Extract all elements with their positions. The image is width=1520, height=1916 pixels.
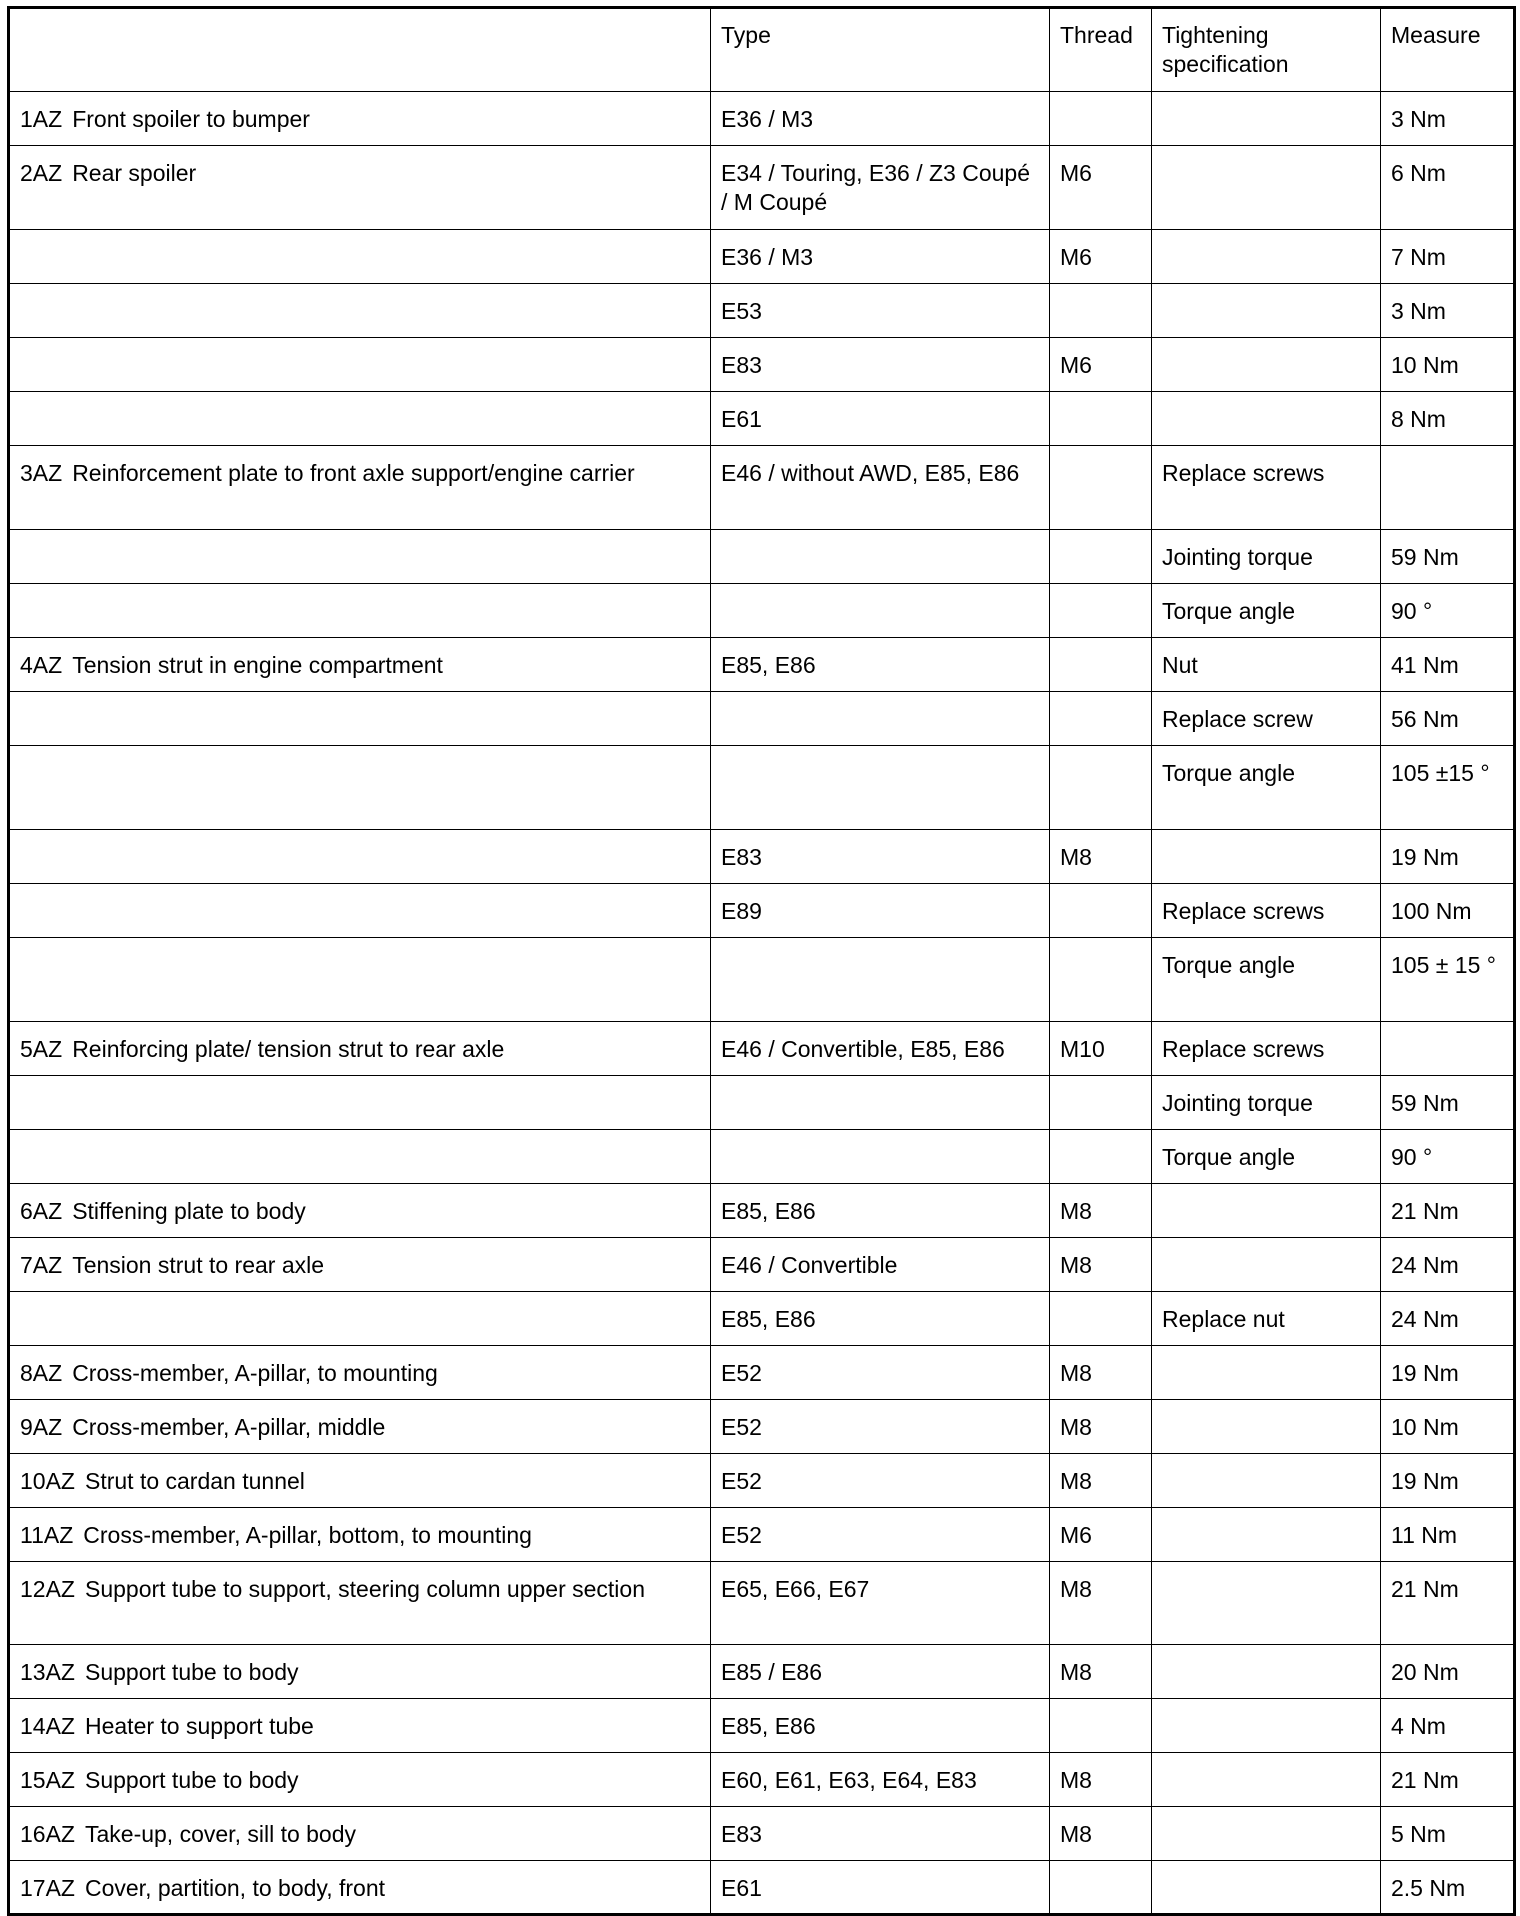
- component-cell: [9, 530, 711, 584]
- component-cell: [9, 1753, 711, 1807]
- component-description: Support tube to body: [84, 1767, 299, 1793]
- measure-cell: 19 Nm: [1381, 830, 1515, 884]
- component-cell: [9, 1400, 711, 1454]
- measure-cell: 10 Nm: [1381, 338, 1515, 392]
- component-cell: [9, 830, 711, 884]
- type-cell: E83: [711, 830, 1050, 884]
- header-thread: Thread: [1050, 8, 1152, 92]
- measure-cell: 41 Nm: [1381, 638, 1515, 692]
- component-description: Stiffening plate to body: [72, 1198, 306, 1224]
- type-cell: E36 / M3: [711, 92, 1050, 146]
- type-cell: E85 / E86: [711, 1645, 1050, 1699]
- spec-cell: Replace screws: [1152, 884, 1381, 938]
- torque-specification-table: [7, 6, 1516, 1916]
- thread-cell: [1050, 692, 1152, 746]
- type-cell: E85, E86: [711, 1184, 1050, 1238]
- thread-cell: [1050, 638, 1152, 692]
- component-description: Reinforcing plate/ tension strut to rear axle: [72, 1036, 505, 1062]
- spec-cell: [1152, 1861, 1381, 1915]
- position-code: 13AZ: [20, 1659, 75, 1685]
- spec-cell: Torque angle: [1152, 746, 1381, 830]
- component-description: Tension strut to rear axle: [72, 1252, 325, 1278]
- component-cell: [9, 92, 711, 146]
- type-cell: E46 / Convertible: [711, 1238, 1050, 1292]
- component-cell: [9, 1861, 711, 1915]
- table-row: [9, 1292, 1515, 1346]
- thread-cell: [1050, 746, 1152, 830]
- table-row: [9, 1645, 1515, 1699]
- type-cell: E61: [711, 1861, 1050, 1915]
- component-cell: [9, 338, 711, 392]
- table-row: [9, 1861, 1515, 1915]
- component-cell: [9, 1022, 711, 1076]
- table-row: [9, 530, 1515, 584]
- component-description: Take-up, cover, sill to body: [84, 1821, 357, 1847]
- table-row: [9, 1454, 1515, 1508]
- thread-cell: M8: [1050, 1184, 1152, 1238]
- type-cell: [711, 938, 1050, 1022]
- measure-cell: 21 Nm: [1381, 1184, 1515, 1238]
- position-code: 15AZ: [20, 1767, 75, 1793]
- thread-cell: M8: [1050, 1238, 1152, 1292]
- component-description: Support tube to support, steering column upper section: [84, 1576, 645, 1602]
- position-code: 8AZ: [20, 1360, 63, 1386]
- table-row: [9, 92, 1515, 146]
- position-code: 10AZ: [20, 1468, 75, 1494]
- type-cell: E36 / M3: [711, 230, 1050, 284]
- position-code: 17AZ: [20, 1875, 75, 1901]
- table-row: [9, 1184, 1515, 1238]
- table-row: [9, 146, 1515, 230]
- component-cell: [9, 1645, 711, 1699]
- type-cell: E89: [711, 884, 1050, 938]
- table-row: [9, 1346, 1515, 1400]
- component-description: Reinforcement plate to front axle support/engine carrier: [72, 460, 635, 486]
- component-cell: [9, 638, 711, 692]
- spec-cell: [1152, 1454, 1381, 1508]
- table-row: [9, 1508, 1515, 1562]
- measure-cell: 2.5 Nm: [1381, 1861, 1515, 1915]
- measure-cell: 3 Nm: [1381, 284, 1515, 338]
- component-cell: [9, 1076, 711, 1130]
- thread-cell: [1050, 584, 1152, 638]
- thread-cell: [1050, 1861, 1152, 1915]
- position-code: 5AZ: [20, 1036, 63, 1062]
- position-code: 9AZ: [20, 1414, 63, 1440]
- table-row: [9, 1753, 1515, 1807]
- component-description: Rear spoiler: [72, 160, 197, 186]
- spec-cell: [1152, 1753, 1381, 1807]
- position-code: 6AZ: [20, 1198, 63, 1224]
- type-cell: E85, E86: [711, 1292, 1050, 1346]
- spec-cell: Torque angle: [1152, 938, 1381, 1022]
- component-description: Cross-member, A-pillar, middle: [72, 1414, 386, 1440]
- table-row: [9, 1807, 1515, 1861]
- measure-cell: 21 Nm: [1381, 1753, 1515, 1807]
- table-row: [9, 746, 1515, 830]
- component-cell: [9, 230, 711, 284]
- measure-cell: 20 Nm: [1381, 1645, 1515, 1699]
- measure-cell: 7 Nm: [1381, 230, 1515, 284]
- position-code: 12AZ: [20, 1576, 75, 1602]
- thread-cell: M10: [1050, 1022, 1152, 1076]
- type-cell: [711, 746, 1050, 830]
- component-cell: [9, 1184, 711, 1238]
- type-cell: E52: [711, 1508, 1050, 1562]
- component-description: Cross-member, A-pillar, to mounting: [72, 1360, 438, 1386]
- component-cell: [9, 392, 711, 446]
- position-code: 4AZ: [20, 652, 63, 678]
- type-cell: E61: [711, 392, 1050, 446]
- thread-cell: M8: [1050, 1400, 1152, 1454]
- spec-cell: [1152, 284, 1381, 338]
- spec-cell: [1152, 392, 1381, 446]
- thread-cell: M8: [1050, 1454, 1152, 1508]
- spec-cell: [1152, 1184, 1381, 1238]
- spec-cell: [1152, 338, 1381, 392]
- component-cell: [9, 1130, 711, 1184]
- position-code: 1AZ: [20, 106, 63, 132]
- type-cell: E83: [711, 338, 1050, 392]
- component-cell: [9, 146, 711, 230]
- table-row: [9, 392, 1515, 446]
- spec-cell: Jointing torque: [1152, 1076, 1381, 1130]
- spec-cell: Nut: [1152, 638, 1381, 692]
- measure-cell: 90 °: [1381, 584, 1515, 638]
- measure-cell: 11 Nm: [1381, 1508, 1515, 1562]
- header-type: Type: [711, 8, 1050, 92]
- spec-cell: [1152, 1807, 1381, 1861]
- component-cell: [9, 1454, 711, 1508]
- measure-cell: 5 Nm: [1381, 1807, 1515, 1861]
- component-description: Cross-member, A-pillar, bottom, to mounting: [83, 1522, 532, 1548]
- measure-cell: 4 Nm: [1381, 1699, 1515, 1753]
- spec-cell: Replace screw: [1152, 692, 1381, 746]
- component-cell: [9, 284, 711, 338]
- type-cell: E34 / Touring, E36 / Z3 Coupé / M Coupé: [711, 146, 1050, 230]
- component-cell: [9, 884, 711, 938]
- table-row: [9, 1699, 1515, 1753]
- table-body: [9, 92, 1515, 1915]
- thread-cell: M6: [1050, 146, 1152, 230]
- spec-cell: [1152, 230, 1381, 284]
- position-code: 11AZ: [20, 1522, 74, 1548]
- thread-cell: [1050, 92, 1152, 146]
- component-description: Cover, partition, to body, front: [84, 1875, 385, 1901]
- component-cell: [9, 1699, 711, 1753]
- spec-cell: [1152, 1508, 1381, 1562]
- table-row: [9, 230, 1515, 284]
- component-description: Strut to cardan tunnel: [84, 1468, 305, 1494]
- thread-cell: M8: [1050, 1645, 1152, 1699]
- header-component: [9, 8, 711, 92]
- type-cell: [711, 584, 1050, 638]
- spec-cell: [1152, 830, 1381, 884]
- component-description: Heater to support tube: [84, 1713, 314, 1739]
- position-code: 7AZ: [20, 1252, 63, 1278]
- thread-cell: M8: [1050, 1753, 1152, 1807]
- component-cell: [9, 938, 711, 1022]
- type-cell: E46 / Convertible, E85, E86: [711, 1022, 1050, 1076]
- position-code: 14AZ: [20, 1713, 75, 1739]
- position-code: 16AZ: [20, 1821, 75, 1847]
- spec-cell: Replace screws: [1152, 446, 1381, 530]
- component-cell: [9, 1292, 711, 1346]
- measure-cell: [1381, 446, 1515, 530]
- component-cell: [9, 1807, 711, 1861]
- thread-cell: M8: [1050, 1807, 1152, 1861]
- table-row: [9, 284, 1515, 338]
- measure-cell: 59 Nm: [1381, 530, 1515, 584]
- spec-cell: Torque angle: [1152, 584, 1381, 638]
- measure-cell: [1381, 1022, 1515, 1076]
- table-row: [9, 1400, 1515, 1454]
- table-row: [9, 1562, 1515, 1645]
- spec-cell: Torque angle: [1152, 1130, 1381, 1184]
- thread-cell: [1050, 392, 1152, 446]
- measure-cell: 19 Nm: [1381, 1346, 1515, 1400]
- measure-cell: 21 Nm: [1381, 1562, 1515, 1645]
- type-cell: E53: [711, 284, 1050, 338]
- thread-cell: M6: [1050, 1508, 1152, 1562]
- type-cell: E85, E86: [711, 638, 1050, 692]
- spec-cell: [1152, 1346, 1381, 1400]
- measure-cell: 59 Nm: [1381, 1076, 1515, 1130]
- header-measure: Measure: [1381, 8, 1515, 92]
- component-description: Support tube to body: [84, 1659, 299, 1685]
- type-cell: [711, 1130, 1050, 1184]
- thread-cell: [1050, 530, 1152, 584]
- component-description: Tension strut in engine compartment: [72, 652, 443, 678]
- component-cell: [9, 1346, 711, 1400]
- measure-cell: 105 ± 15 °: [1381, 938, 1515, 1022]
- component-cell: [9, 746, 711, 830]
- thread-cell: M8: [1050, 830, 1152, 884]
- table-row: [9, 1076, 1515, 1130]
- measure-cell: 6 Nm: [1381, 146, 1515, 230]
- table-row: [9, 1238, 1515, 1292]
- component-cell: [9, 1508, 711, 1562]
- spec-cell: [1152, 1645, 1381, 1699]
- measure-cell: 24 Nm: [1381, 1292, 1515, 1346]
- spec-cell: Replace screws: [1152, 1022, 1381, 1076]
- position-code: 2AZ: [20, 160, 63, 186]
- type-cell: E65, E66, E67: [711, 1562, 1050, 1645]
- type-cell: E46 / without AWD, E85, E86: [711, 446, 1050, 530]
- measure-cell: 105 ±15 °: [1381, 746, 1515, 830]
- thread-cell: M6: [1050, 230, 1152, 284]
- spec-cell: [1152, 1562, 1381, 1645]
- spec-cell: [1152, 1238, 1381, 1292]
- measure-cell: 19 Nm: [1381, 1454, 1515, 1508]
- component-cell: [9, 1562, 711, 1645]
- table-row: [9, 446, 1515, 530]
- thread-cell: [1050, 1130, 1152, 1184]
- thread-cell: M6: [1050, 338, 1152, 392]
- measure-cell: 3 Nm: [1381, 92, 1515, 146]
- table-row: [9, 938, 1515, 1022]
- table-row: [9, 638, 1515, 692]
- thread-cell: [1050, 446, 1152, 530]
- type-cell: E52: [711, 1454, 1050, 1508]
- spec-cell: [1152, 146, 1381, 230]
- spec-cell: [1152, 1400, 1381, 1454]
- thread-cell: [1050, 1292, 1152, 1346]
- thread-cell: M8: [1050, 1346, 1152, 1400]
- type-cell: [711, 1076, 1050, 1130]
- table-row: [9, 830, 1515, 884]
- component-description: Front spoiler to bumper: [72, 106, 310, 132]
- measure-cell: 10 Nm: [1381, 1400, 1515, 1454]
- spec-cell: Jointing torque: [1152, 530, 1381, 584]
- thread-cell: M8: [1050, 1562, 1152, 1645]
- table-header-row: [9, 8, 1515, 92]
- component-cell: [9, 446, 711, 530]
- thread-cell: [1050, 884, 1152, 938]
- table-row: [9, 338, 1515, 392]
- type-cell: E85, E86: [711, 1699, 1050, 1753]
- component-cell: [9, 692, 711, 746]
- header-tightening-specification: Tightening specification: [1152, 8, 1381, 92]
- table-row: [9, 1022, 1515, 1076]
- type-cell: [711, 692, 1050, 746]
- table-row: [9, 884, 1515, 938]
- spec-cell: Replace nut: [1152, 1292, 1381, 1346]
- type-cell: E52: [711, 1346, 1050, 1400]
- position-code: 3AZ: [20, 460, 63, 486]
- table-row: [9, 692, 1515, 746]
- component-cell: [9, 584, 711, 638]
- measure-cell: 24 Nm: [1381, 1238, 1515, 1292]
- thread-cell: [1050, 1076, 1152, 1130]
- measure-cell: 100 Nm: [1381, 884, 1515, 938]
- measure-cell: 56 Nm: [1381, 692, 1515, 746]
- type-cell: E83: [711, 1807, 1050, 1861]
- type-cell: E52: [711, 1400, 1050, 1454]
- thread-cell: [1050, 284, 1152, 338]
- thread-cell: [1050, 938, 1152, 1022]
- measure-cell: 8 Nm: [1381, 392, 1515, 446]
- component-cell: [9, 1238, 711, 1292]
- type-cell: [711, 530, 1050, 584]
- table-row: [9, 1130, 1515, 1184]
- type-cell: E60, E61, E63, E64, E83: [711, 1753, 1050, 1807]
- thread-cell: [1050, 1699, 1152, 1753]
- measure-cell: 90 °: [1381, 1130, 1515, 1184]
- table-row: [9, 584, 1515, 638]
- spec-cell: [1152, 92, 1381, 146]
- spec-cell: [1152, 1699, 1381, 1753]
